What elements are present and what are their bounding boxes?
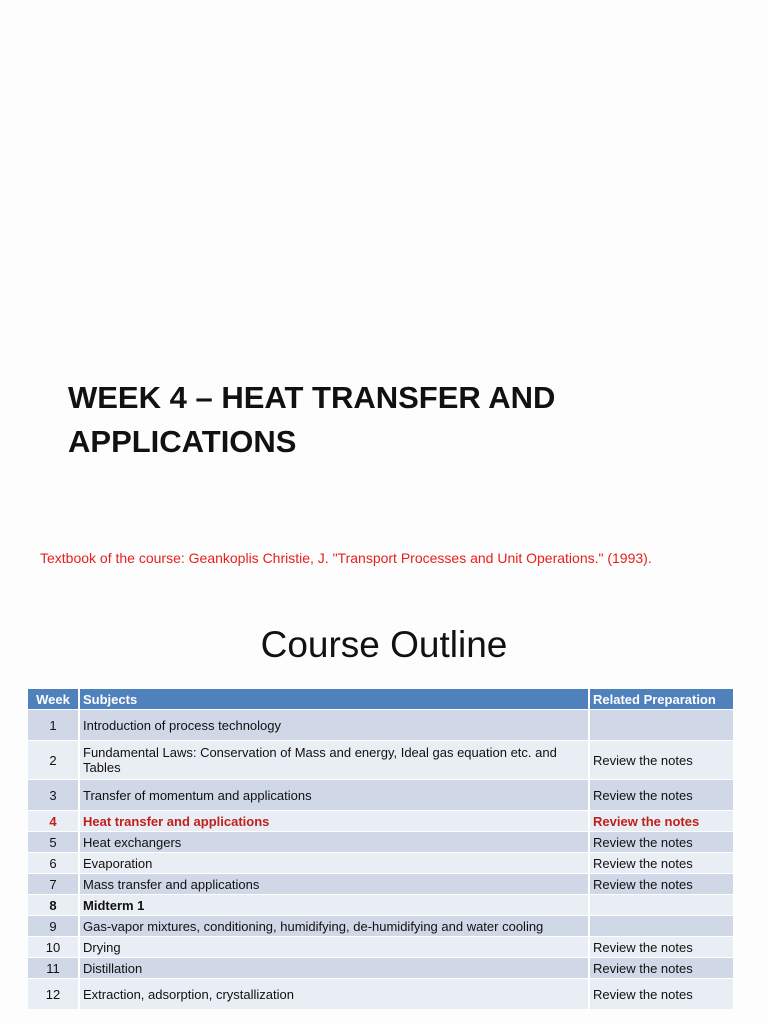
row-preparation: Review the notes — [589, 811, 734, 832]
row-week: 10 — [28, 937, 79, 958]
row-subject: Fundamental Laws: Conservation of Mass and energy, Ideal gas equation etc. and Tables — [79, 741, 589, 780]
table-row — [28, 916, 734, 937]
header-subjects: Subjects — [79, 689, 589, 710]
row-subject: Distillation — [79, 958, 589, 979]
row-week: 9 — [28, 916, 79, 937]
row-preparation: Review the notes — [589, 853, 734, 874]
course-outline-heading: Course Outline — [260, 624, 508, 665]
table-row — [28, 741, 734, 780]
row-preparation — [589, 710, 734, 741]
table-header-row — [28, 689, 734, 710]
table-row — [28, 874, 734, 895]
row-subject: Extraction, adsorption, crystallization — [79, 979, 589, 1010]
row-week: 7 — [28, 874, 79, 895]
row-preparation: Review the notes — [589, 937, 734, 958]
row-subject: Introduction of process technology — [79, 710, 589, 741]
table-row-midterm — [28, 895, 734, 916]
table-row — [28, 958, 734, 979]
row-week: 5 — [28, 832, 79, 853]
table-row — [28, 979, 734, 1010]
table-row — [28, 710, 734, 741]
table-row — [28, 832, 734, 853]
row-subject: Heat transfer and applications — [79, 811, 589, 832]
row-week: 2 — [28, 741, 79, 780]
table-row — [28, 780, 734, 811]
slide-title: WEEK 4 – HEAT TRANSFER AND APPLICATIONS — [68, 380, 556, 459]
row-week: 1 — [28, 710, 79, 741]
row-preparation — [589, 916, 734, 937]
row-week: 12 — [28, 979, 79, 1010]
table-row — [28, 853, 734, 874]
row-preparation: Review the notes — [589, 979, 734, 1010]
row-preparation: Review the notes — [589, 832, 734, 853]
row-week: 3 — [28, 780, 79, 811]
row-subject: Gas-vapor mixtures, conditioning, humidifying, de-humidifying and water cooling — [79, 916, 589, 937]
row-preparation: Review the notes — [589, 780, 734, 811]
row-preparation: Review the notes — [589, 741, 734, 780]
row-subject: Heat exchangers — [79, 832, 589, 853]
row-week: 11 — [28, 958, 79, 979]
header-preparation: Related Preparation — [589, 689, 734, 710]
table-row — [28, 937, 734, 958]
row-subject: Mass transfer and applications — [79, 874, 589, 895]
row-subject: Transfer of momentum and applications — [79, 780, 589, 811]
row-subject: Evaporation — [79, 853, 589, 874]
row-week: 4 — [28, 811, 79, 832]
row-preparation: Review the notes — [589, 874, 734, 895]
header-week: Week — [28, 689, 79, 710]
row-subject: Midterm 1 — [79, 895, 589, 916]
row-preparation: Review the notes — [589, 958, 734, 979]
row-preparation — [589, 895, 734, 916]
row-week: 6 — [28, 853, 79, 874]
textbook-reference: Textbook of the course: Geankoplis Christie, J. "Transport Processes and Unit Operations." (1993). — [40, 550, 652, 566]
row-subject: Drying — [79, 937, 589, 958]
row-week: 8 — [28, 895, 79, 916]
table-row-current-week — [28, 811, 734, 832]
course-outline-table — [28, 689, 735, 1009]
